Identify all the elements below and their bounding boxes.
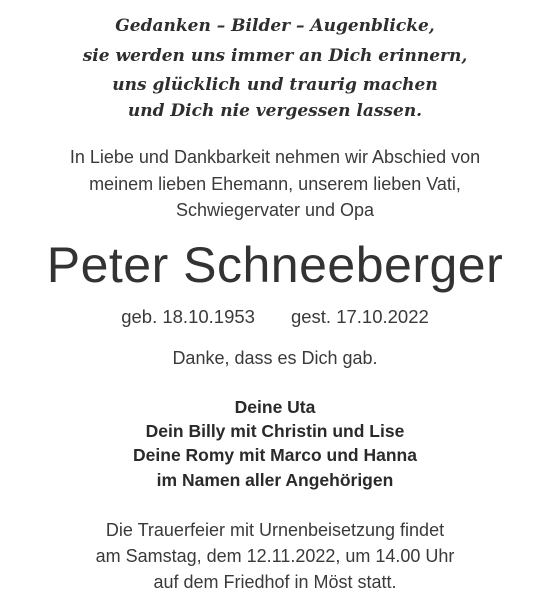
mourner-line-4: im Namen aller Angehörigen (156, 470, 394, 490)
service-line-1: Die Trauerfeier mit Urnenbeisetzung findet (105, 520, 445, 540)
mourner-line-2: Dein Billy mit Christin und Lise (145, 421, 405, 441)
mourner-line-1: Deine Uta (234, 397, 316, 417)
poem-line-3: uns glücklich und traurig machen (112, 75, 438, 95)
intro-line-2: meinem lieben Ehemann, unserem lieben Vati, (89, 174, 461, 194)
poem-line-4: und Dich nie vergessen lassen. (127, 101, 423, 121)
deceased-name: Peter Schneeberger (46, 237, 504, 293)
thanks-line: Danke, dass es Dich gab. (172, 348, 378, 368)
poem-line-2: sie werden uns immer an Dich erinnern, (82, 46, 468, 66)
service-line-2: am Samstag, dem 12.11.2022, um 14.00 Uhr (95, 546, 455, 566)
life-dates (0, 306, 550, 328)
poem-line-1: Gedanken – Bilder – Augenblicke, (115, 16, 435, 36)
service-line-3: auf dem Friedhof in Möst statt. (153, 572, 397, 592)
mourner-line-3: Deine Romy mit Marco und Hanna (133, 445, 417, 465)
intro-line-1: In Liebe und Dankbarkeit nehmen wir Abschied von (69, 147, 481, 167)
death-date: gest. 17.10.2022 (290, 306, 429, 327)
intro-line-3: Schwiegervater und Opa (175, 200, 375, 220)
birth-date: geb. 18.10.1953 (121, 306, 255, 327)
